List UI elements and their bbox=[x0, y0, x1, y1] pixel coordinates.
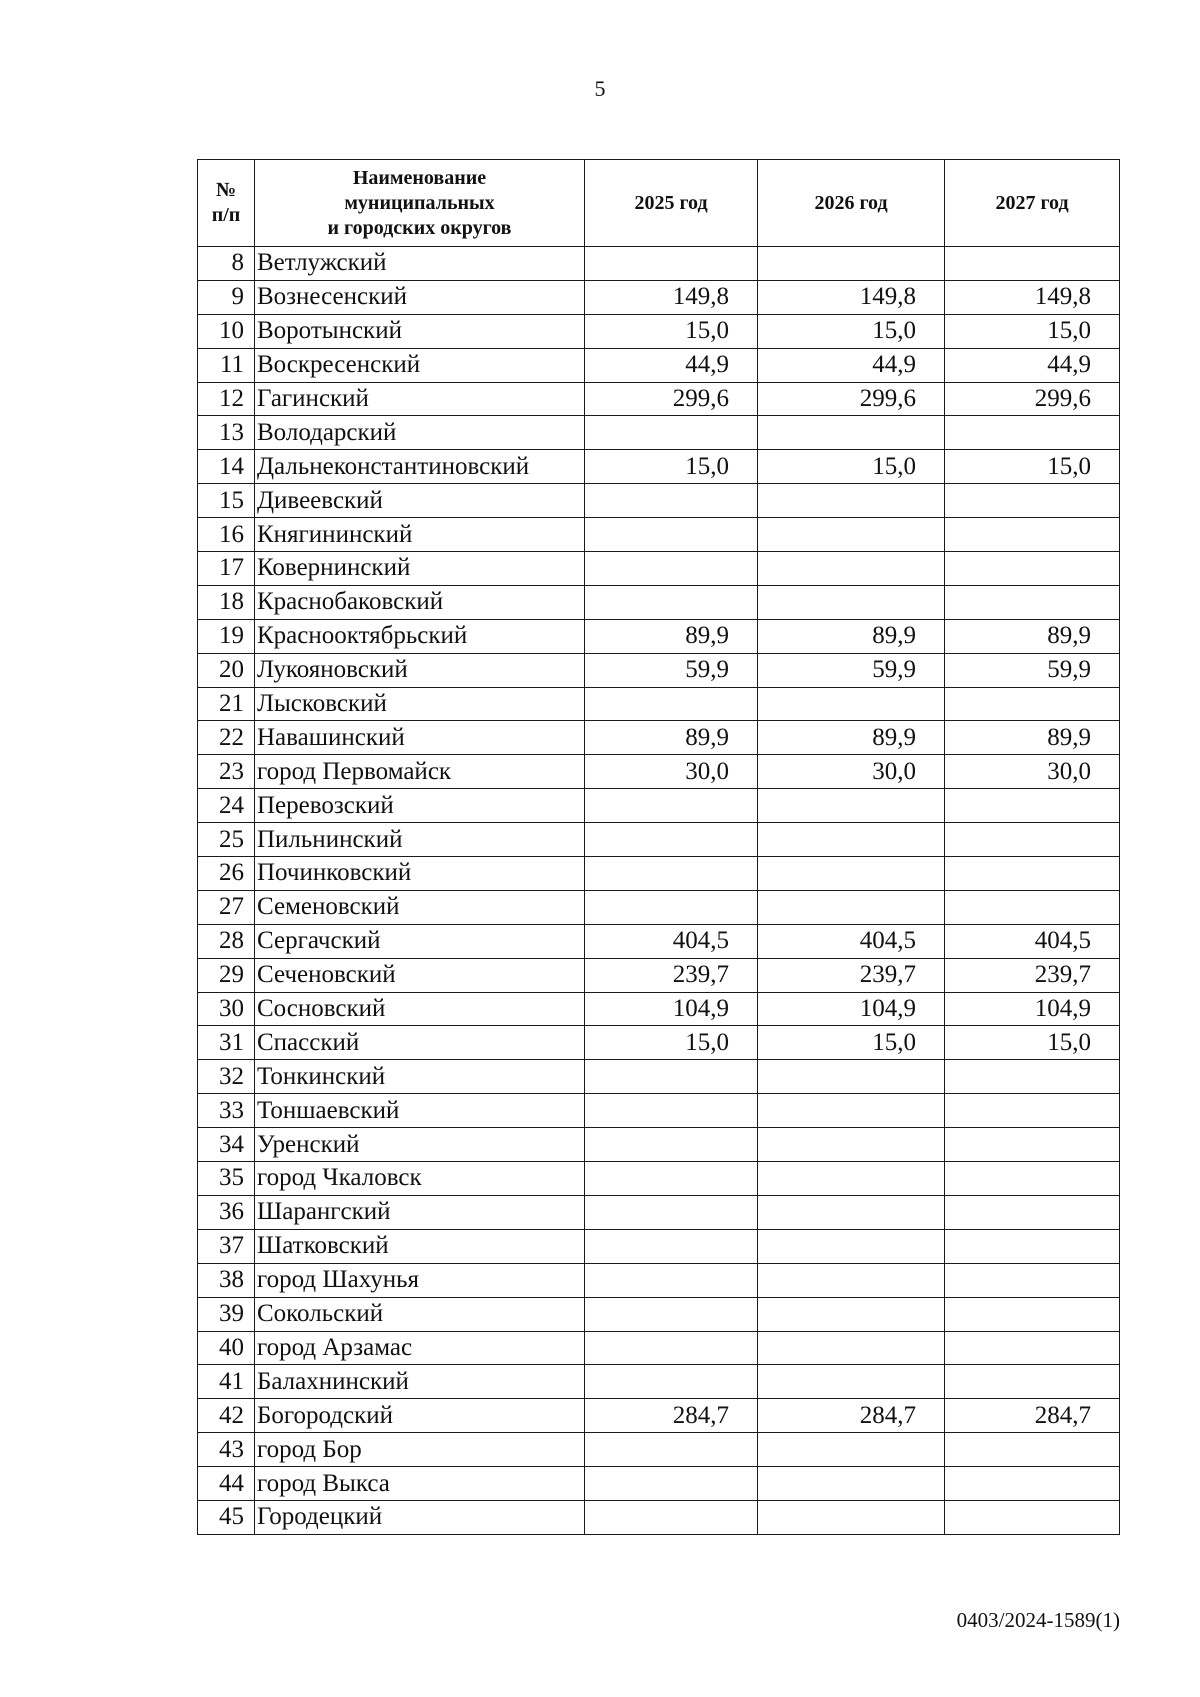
district-name-cell: Балахнинский bbox=[255, 1365, 585, 1399]
header-name-line2: муниципальных bbox=[344, 191, 495, 214]
value-2025-cell: 284,7 bbox=[585, 1399, 758, 1433]
value-2027-cell bbox=[945, 857, 1120, 891]
district-name-cell: город Арзамас bbox=[255, 1331, 585, 1365]
value-2026-cell bbox=[758, 247, 945, 281]
row-number-cell: 25 bbox=[198, 823, 255, 857]
district-name-cell: Краснобаковский bbox=[255, 585, 585, 619]
value-2025-cell: 89,9 bbox=[585, 721, 758, 755]
value-2025-cell bbox=[585, 484, 758, 518]
row-number-cell: 41 bbox=[198, 1365, 255, 1399]
value-2026-cell: 149,8 bbox=[758, 280, 945, 314]
value-2025-cell: 89,9 bbox=[585, 619, 758, 653]
district-name-cell: Сокольский bbox=[255, 1297, 585, 1331]
value-2025-cell: 15,0 bbox=[585, 450, 758, 484]
table-row bbox=[198, 280, 1120, 314]
district-name-cell: Княгининский bbox=[255, 518, 585, 552]
value-2027-cell: 89,9 bbox=[945, 619, 1120, 653]
value-2025-cell bbox=[585, 1162, 758, 1196]
table-row bbox=[198, 1263, 1120, 1297]
value-2027-cell bbox=[945, 484, 1120, 518]
header-number-abbr: п/п bbox=[211, 204, 241, 226]
value-2025-cell bbox=[585, 687, 758, 721]
table-row bbox=[198, 416, 1120, 450]
table-row bbox=[198, 348, 1120, 382]
header-number bbox=[198, 160, 255, 247]
value-2026-cell bbox=[758, 1433, 945, 1467]
value-2027-cell: 89,9 bbox=[945, 721, 1120, 755]
table-row bbox=[198, 1433, 1120, 1467]
value-2026-cell bbox=[758, 1297, 945, 1331]
value-2026-cell bbox=[758, 857, 945, 891]
row-number-cell: 30 bbox=[198, 992, 255, 1026]
value-2026-cell: 15,0 bbox=[758, 314, 945, 348]
district-name-cell: город Бор bbox=[255, 1433, 585, 1467]
value-2026-cell bbox=[758, 1365, 945, 1399]
header-number-symbol: № bbox=[215, 179, 237, 201]
table-row bbox=[198, 619, 1120, 653]
value-2026-cell bbox=[758, 552, 945, 586]
district-name-cell: Воротынский bbox=[255, 314, 585, 348]
value-2026-cell bbox=[758, 789, 945, 823]
district-name-cell: Перевозский bbox=[255, 789, 585, 823]
value-2025-cell: 15,0 bbox=[585, 314, 758, 348]
row-number-cell: 16 bbox=[198, 518, 255, 552]
table-row bbox=[198, 789, 1120, 823]
value-2027-cell bbox=[945, 823, 1120, 857]
value-2026-cell bbox=[758, 823, 945, 857]
district-name-cell: Семеновский bbox=[255, 890, 585, 924]
table-row bbox=[198, 1195, 1120, 1229]
value-2025-cell: 44,9 bbox=[585, 348, 758, 382]
header-year-2026: 2026 год bbox=[758, 160, 945, 247]
value-2027-cell: 44,9 bbox=[945, 348, 1120, 382]
value-2025-cell bbox=[585, 789, 758, 823]
table-row bbox=[198, 924, 1120, 958]
row-number-cell: 21 bbox=[198, 687, 255, 721]
table-row bbox=[198, 1060, 1120, 1094]
row-number-cell: 18 bbox=[198, 585, 255, 619]
district-name-cell: Шатковский bbox=[255, 1229, 585, 1263]
table-row bbox=[198, 958, 1120, 992]
row-number-cell: 29 bbox=[198, 958, 255, 992]
table-row bbox=[198, 314, 1120, 348]
value-2027-cell bbox=[945, 687, 1120, 721]
district-name-cell: Воскресенский bbox=[255, 348, 585, 382]
value-2026-cell: 89,9 bbox=[758, 619, 945, 653]
table-row bbox=[198, 857, 1120, 891]
value-2027-cell bbox=[945, 1433, 1120, 1467]
value-2027-cell bbox=[945, 1128, 1120, 1162]
value-2026-cell bbox=[758, 518, 945, 552]
row-number-cell: 43 bbox=[198, 1433, 255, 1467]
value-2026-cell bbox=[758, 1060, 945, 1094]
table-row bbox=[198, 1162, 1120, 1196]
row-number-cell: 23 bbox=[198, 755, 255, 789]
value-2025-cell bbox=[585, 1128, 758, 1162]
district-name-cell: Ковернинский bbox=[255, 552, 585, 586]
value-2025-cell: 30,0 bbox=[585, 755, 758, 789]
value-2025-cell bbox=[585, 1263, 758, 1297]
value-2026-cell bbox=[758, 1500, 945, 1534]
district-name-cell: Сеченовский bbox=[255, 958, 585, 992]
value-2026-cell: 104,9 bbox=[758, 992, 945, 1026]
row-number-cell: 35 bbox=[198, 1162, 255, 1196]
table-row bbox=[198, 1026, 1120, 1060]
value-2025-cell bbox=[585, 552, 758, 586]
row-number-cell: 11 bbox=[198, 348, 255, 382]
district-name-cell: Вознесенский bbox=[255, 280, 585, 314]
table-row bbox=[198, 1128, 1120, 1162]
table-row bbox=[198, 552, 1120, 586]
value-2027-cell: 284,7 bbox=[945, 1399, 1120, 1433]
value-2025-cell bbox=[585, 416, 758, 450]
value-2027-cell bbox=[945, 552, 1120, 586]
district-name-cell: Дивеевский bbox=[255, 484, 585, 518]
table-row bbox=[198, 1467, 1120, 1501]
row-number-cell: 14 bbox=[198, 450, 255, 484]
value-2025-cell bbox=[585, 1060, 758, 1094]
value-2027-cell: 15,0 bbox=[945, 1026, 1120, 1060]
value-2026-cell bbox=[758, 1128, 945, 1162]
table-row bbox=[198, 1297, 1120, 1331]
value-2026-cell: 15,0 bbox=[758, 1026, 945, 1060]
table-row bbox=[198, 484, 1120, 518]
value-2026-cell: 239,7 bbox=[758, 958, 945, 992]
value-2026-cell: 44,9 bbox=[758, 348, 945, 382]
table-row bbox=[198, 823, 1120, 857]
table-row bbox=[198, 247, 1120, 281]
district-name-cell: Тоншаевский bbox=[255, 1094, 585, 1128]
value-2025-cell: 299,6 bbox=[585, 382, 758, 416]
row-number-cell: 32 bbox=[198, 1060, 255, 1094]
row-number-cell: 45 bbox=[198, 1500, 255, 1534]
header-year-2025: 2025 год bbox=[585, 160, 758, 247]
row-number-cell: 22 bbox=[198, 721, 255, 755]
value-2027-cell bbox=[945, 1229, 1120, 1263]
value-2025-cell: 15,0 bbox=[585, 1026, 758, 1060]
value-2025-cell bbox=[585, 585, 758, 619]
value-2025-cell bbox=[585, 1297, 758, 1331]
table-row bbox=[198, 382, 1120, 416]
value-2025-cell bbox=[585, 1331, 758, 1365]
allocation-table bbox=[197, 159, 1120, 1535]
table-row bbox=[198, 1094, 1120, 1128]
value-2026-cell: 15,0 bbox=[758, 450, 945, 484]
value-2027-cell bbox=[945, 1195, 1120, 1229]
value-2026-cell bbox=[758, 1263, 945, 1297]
row-number-cell: 8 bbox=[198, 247, 255, 281]
value-2025-cell bbox=[585, 1195, 758, 1229]
district-name-cell: Пильнинский bbox=[255, 823, 585, 857]
row-number-cell: 39 bbox=[198, 1297, 255, 1331]
value-2025-cell bbox=[585, 247, 758, 281]
row-number-cell: 38 bbox=[198, 1263, 255, 1297]
district-name-cell: Ветлужский bbox=[255, 247, 585, 281]
value-2026-cell bbox=[758, 1162, 945, 1196]
header-year-2027: 2027 год bbox=[945, 160, 1120, 247]
value-2025-cell: 149,8 bbox=[585, 280, 758, 314]
header-row bbox=[198, 160, 1120, 247]
value-2027-cell bbox=[945, 1331, 1120, 1365]
row-number-cell: 40 bbox=[198, 1331, 255, 1365]
value-2026-cell bbox=[758, 585, 945, 619]
document-code: 0403/2024-1589(1) bbox=[956, 1608, 1120, 1632]
value-2027-cell bbox=[945, 1060, 1120, 1094]
value-2026-cell bbox=[758, 890, 945, 924]
value-2025-cell bbox=[585, 1365, 758, 1399]
row-number-cell: 33 bbox=[198, 1094, 255, 1128]
table-row bbox=[198, 1500, 1120, 1534]
value-2027-cell: 30,0 bbox=[945, 755, 1120, 789]
value-2025-cell bbox=[585, 1467, 758, 1501]
value-2026-cell: 284,7 bbox=[758, 1399, 945, 1433]
table-row bbox=[198, 1229, 1120, 1263]
row-number-cell: 17 bbox=[198, 552, 255, 586]
value-2026-cell: 89,9 bbox=[758, 721, 945, 755]
table-row bbox=[198, 1365, 1120, 1399]
table-row bbox=[198, 653, 1120, 687]
value-2025-cell bbox=[585, 1094, 758, 1128]
district-name-cell: Дальнеконстантиновский bbox=[255, 450, 585, 484]
header-name bbox=[255, 160, 585, 247]
district-name-cell: Богородский bbox=[255, 1399, 585, 1433]
district-name-cell: город Выкса bbox=[255, 1467, 585, 1501]
value-2027-cell bbox=[945, 518, 1120, 552]
value-2027-cell bbox=[945, 1094, 1120, 1128]
value-2027-cell: 404,5 bbox=[945, 924, 1120, 958]
row-number-cell: 9 bbox=[198, 280, 255, 314]
value-2027-cell: 239,7 bbox=[945, 958, 1120, 992]
row-number-cell: 24 bbox=[198, 789, 255, 823]
page-number: 5 bbox=[594, 76, 606, 101]
value-2027-cell bbox=[945, 416, 1120, 450]
value-2026-cell bbox=[758, 1094, 945, 1128]
value-2025-cell bbox=[585, 1229, 758, 1263]
value-2026-cell: 30,0 bbox=[758, 755, 945, 789]
value-2025-cell bbox=[585, 518, 758, 552]
district-name-cell: Лысковский bbox=[255, 687, 585, 721]
row-number-cell: 19 bbox=[198, 619, 255, 653]
value-2026-cell bbox=[758, 1467, 945, 1501]
district-name-cell: Сергачский bbox=[255, 924, 585, 958]
row-number-cell: 36 bbox=[198, 1195, 255, 1229]
district-name-cell: Краснооктябрьский bbox=[255, 619, 585, 653]
value-2025-cell: 59,9 bbox=[585, 653, 758, 687]
district-name-cell: город Первомайск bbox=[255, 755, 585, 789]
value-2025-cell bbox=[585, 1433, 758, 1467]
row-number-cell: 42 bbox=[198, 1399, 255, 1433]
value-2027-cell bbox=[945, 789, 1120, 823]
value-2026-cell bbox=[758, 484, 945, 518]
value-2027-cell bbox=[945, 1297, 1120, 1331]
row-number-cell: 13 bbox=[198, 416, 255, 450]
table-row bbox=[198, 450, 1120, 484]
value-2025-cell: 239,7 bbox=[585, 958, 758, 992]
row-number-cell: 10 bbox=[198, 314, 255, 348]
value-2027-cell bbox=[945, 247, 1120, 281]
district-name-cell: Уренский bbox=[255, 1128, 585, 1162]
value-2025-cell: 404,5 bbox=[585, 924, 758, 958]
table-body bbox=[198, 247, 1120, 1535]
row-number-cell: 15 bbox=[198, 484, 255, 518]
value-2026-cell bbox=[758, 1229, 945, 1263]
value-2027-cell: 149,8 bbox=[945, 280, 1120, 314]
district-name-cell: Починковский bbox=[255, 857, 585, 891]
value-2027-cell: 104,9 bbox=[945, 992, 1120, 1026]
district-name-cell: Спасский bbox=[255, 1026, 585, 1060]
value-2026-cell: 404,5 bbox=[758, 924, 945, 958]
value-2027-cell bbox=[945, 1500, 1120, 1534]
district-name-cell: город Чкаловск bbox=[255, 1162, 585, 1196]
table-row bbox=[198, 755, 1120, 789]
value-2027-cell: 59,9 bbox=[945, 653, 1120, 687]
value-2027-cell bbox=[945, 585, 1120, 619]
value-2027-cell bbox=[945, 1467, 1120, 1501]
table-row bbox=[198, 1399, 1120, 1433]
district-name-cell: Тонкинский bbox=[255, 1060, 585, 1094]
district-name-cell: город Шахунья bbox=[255, 1263, 585, 1297]
district-name-cell: Володарский bbox=[255, 416, 585, 450]
value-2026-cell bbox=[758, 1195, 945, 1229]
value-2025-cell bbox=[585, 823, 758, 857]
row-number-cell: 34 bbox=[198, 1128, 255, 1162]
row-number-cell: 44 bbox=[198, 1467, 255, 1501]
value-2027-cell: 299,6 bbox=[945, 382, 1120, 416]
value-2026-cell: 299,6 bbox=[758, 382, 945, 416]
district-name-cell: Городецкий bbox=[255, 1500, 585, 1534]
value-2027-cell bbox=[945, 1365, 1120, 1399]
value-2027-cell bbox=[945, 890, 1120, 924]
row-number-cell: 31 bbox=[198, 1026, 255, 1060]
value-2027-cell: 15,0 bbox=[945, 450, 1120, 484]
value-2025-cell: 104,9 bbox=[585, 992, 758, 1026]
value-2027-cell bbox=[945, 1263, 1120, 1297]
value-2027-cell bbox=[945, 1162, 1120, 1196]
table-row bbox=[198, 890, 1120, 924]
value-2027-cell: 15,0 bbox=[945, 314, 1120, 348]
row-number-cell: 12 bbox=[198, 382, 255, 416]
row-number-cell: 27 bbox=[198, 890, 255, 924]
district-name-cell: Шарангский bbox=[255, 1195, 585, 1229]
header-name-line3: и городских округов bbox=[327, 216, 512, 239]
table-row bbox=[198, 687, 1120, 721]
district-name-cell: Сосновский bbox=[255, 992, 585, 1026]
value-2025-cell bbox=[585, 857, 758, 891]
table-row bbox=[198, 992, 1120, 1026]
table-row bbox=[198, 1331, 1120, 1365]
district-name-cell: Гагинский bbox=[255, 382, 585, 416]
table-row bbox=[198, 721, 1120, 755]
row-number-cell: 28 bbox=[198, 924, 255, 958]
value-2025-cell bbox=[585, 890, 758, 924]
district-name-cell: Навашинский bbox=[255, 721, 585, 755]
value-2026-cell bbox=[758, 416, 945, 450]
district-name-cell: Лукояновский bbox=[255, 653, 585, 687]
table-row bbox=[198, 585, 1120, 619]
value-2026-cell bbox=[758, 1331, 945, 1365]
table-row bbox=[198, 518, 1120, 552]
row-number-cell: 26 bbox=[198, 857, 255, 891]
value-2025-cell bbox=[585, 1500, 758, 1534]
value-2026-cell bbox=[758, 687, 945, 721]
row-number-cell: 20 bbox=[198, 653, 255, 687]
header-name-line1: Наименование bbox=[352, 166, 487, 189]
row-number-cell: 37 bbox=[198, 1229, 255, 1263]
value-2026-cell: 59,9 bbox=[758, 653, 945, 687]
